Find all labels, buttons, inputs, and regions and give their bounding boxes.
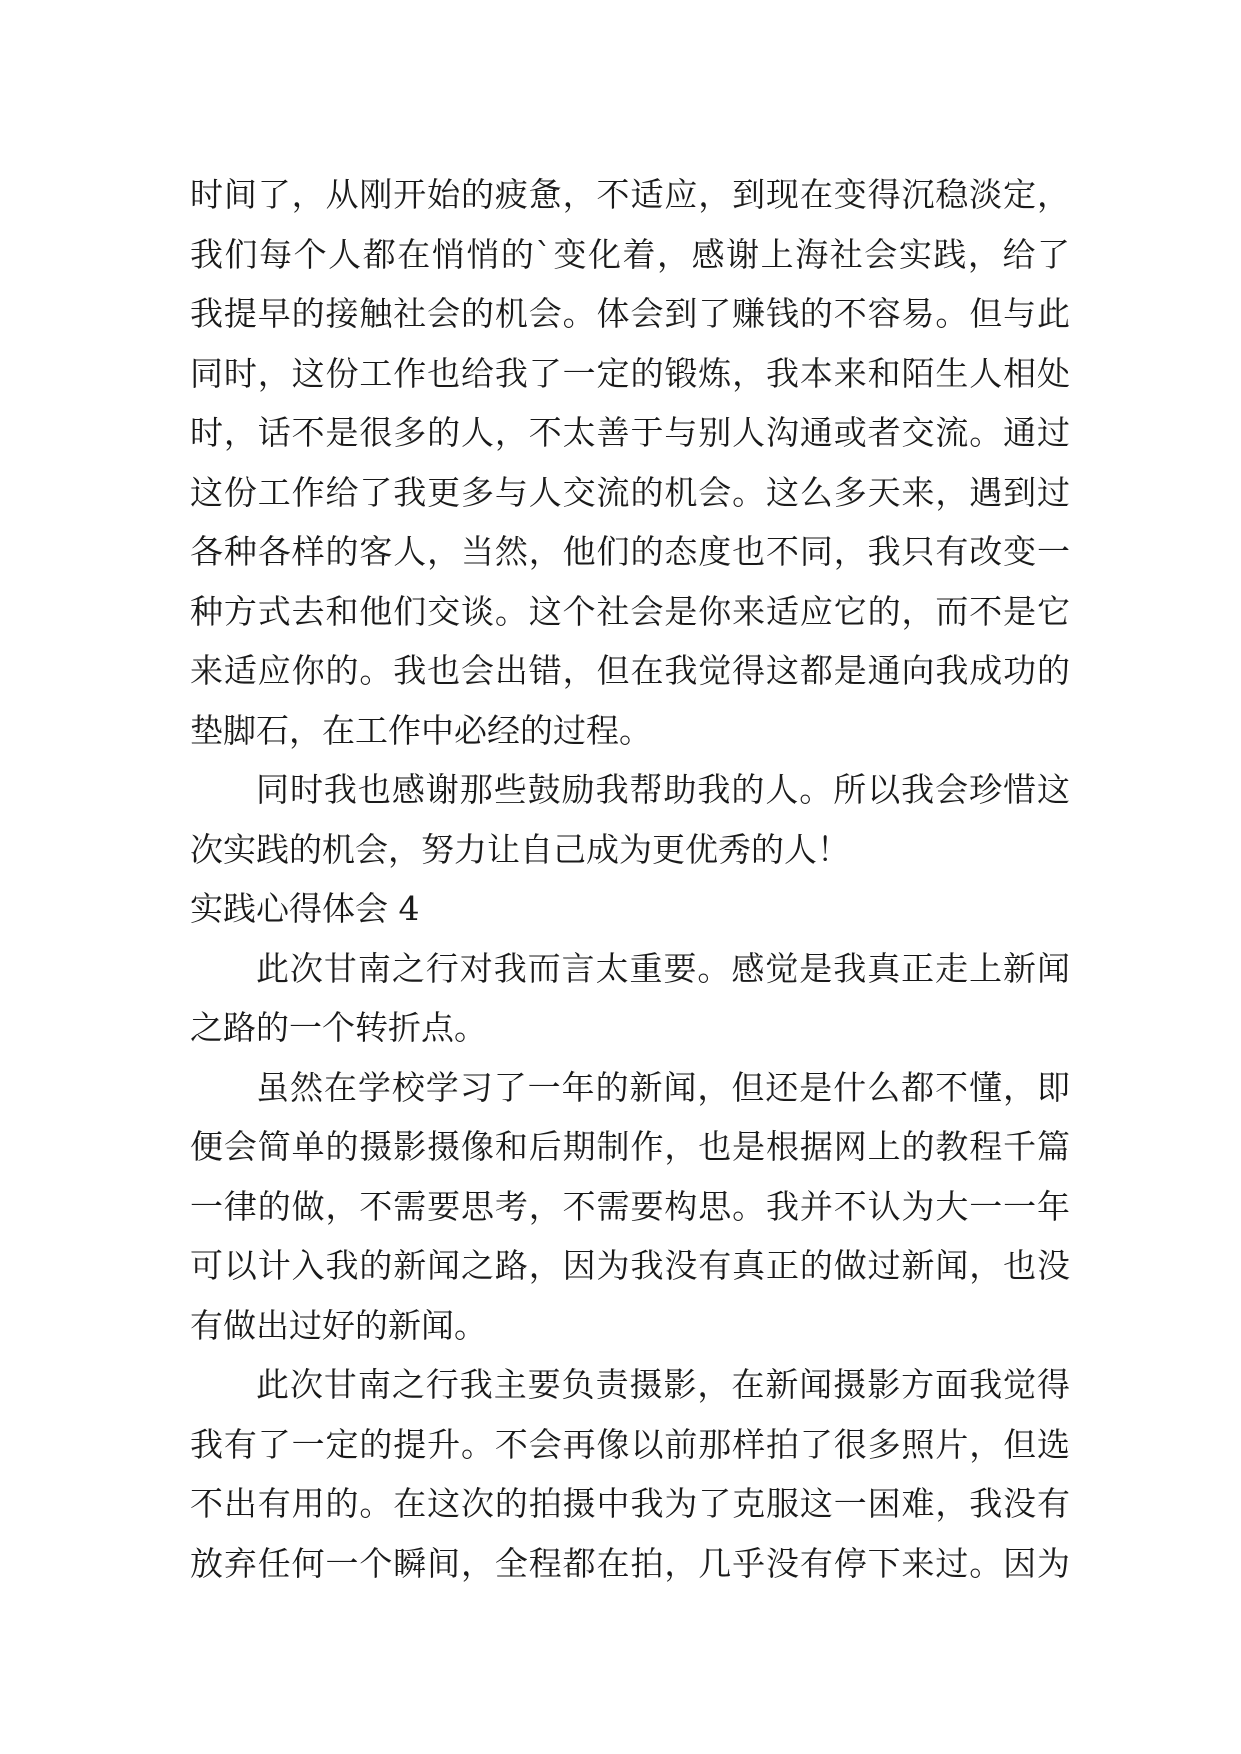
section-heading: 实践心得体会 4 — [190, 889, 420, 928]
text-line: 次实践的机会，努力让自己成为更优秀的人！ — [190, 829, 850, 869]
text-line: 时，话不是很多的人，不太善于与别人沟通或者交流。通过 — [190, 413, 1070, 452]
paragraph — [190, 1058, 1070, 1356]
text-line: 这份工作给了我更多与人交流的机会。这么多天来，遇到过 — [190, 472, 1070, 512]
text-line: 种方式去和他们交谈。这个社会是你来适应它的，而不是它 — [190, 591, 1070, 631]
paragraph — [190, 760, 1070, 879]
paragraph — [190, 165, 1070, 760]
paragraph — [190, 1355, 1070, 1593]
text-line: 我们每个人都在悄悄的`变化着，感谢上海社会实践，给了 — [190, 234, 1070, 274]
text-line: 同时，这份工作也给我了一定的锻炼，我本来和陌生人相处 — [190, 353, 1070, 393]
text-line: 我有了一定的提升。不会再像以前那样拍了很多照片，但选 — [190, 1424, 1070, 1464]
text-line: 垫脚石，在工作中必经的过程。 — [190, 710, 652, 750]
text-line: 便会简单的摄影摄像和后期制作，也是根据网上的教程千篇 — [190, 1127, 1070, 1166]
text-line: 有做出过好的新闻。 — [190, 1305, 487, 1345]
text-line: 虽然在学校学习了一年的新闻，但还是什么都不懂，即 — [256, 1067, 1070, 1107]
text-line: 时间了，从刚开始的疲惫，不适应，到现在变得沉稳淡定， — [190, 175, 1070, 214]
text-line: 放弃任何一个瞬间，全程都在拍，几乎没有停下来过。因为 — [190, 1543, 1070, 1583]
text-line: 一律的做，不需要思考，不需要构思。我并不认为大一一年 — [190, 1186, 1070, 1226]
text-line: 各种各样的客人，当然，他们的态度也不同，我只有改变一 — [190, 532, 1070, 571]
document-body — [190, 165, 1070, 1593]
text-line: 此次甘南之行对我而言太重要。感觉是我真正走上新闻 — [256, 948, 1070, 988]
text-line: 可以计入我的新闻之路，因为我没有真正的做过新闻，也没 — [190, 1246, 1070, 1285]
text-line: 我提早的接触社会的机会。体会到了赚钱的不容易。但与此 — [190, 294, 1070, 333]
text-line: 此次甘南之行我主要负责摄影，在新闻摄影方面我觉得 — [256, 1365, 1070, 1404]
text-line: 来适应你的。我也会出错，但在我觉得这都是通向我成功的 — [190, 651, 1070, 690]
text-line: 不出有用的。在这次的拍摄中我为了克服这一困难，我没有 — [190, 1484, 1070, 1523]
paragraph — [190, 939, 1070, 1058]
text-line: 之路的一个转折点。 — [190, 1008, 487, 1047]
text-line: 同时我也感谢那些鼓励我帮助我的人。所以我会珍惜这 — [256, 770, 1070, 809]
